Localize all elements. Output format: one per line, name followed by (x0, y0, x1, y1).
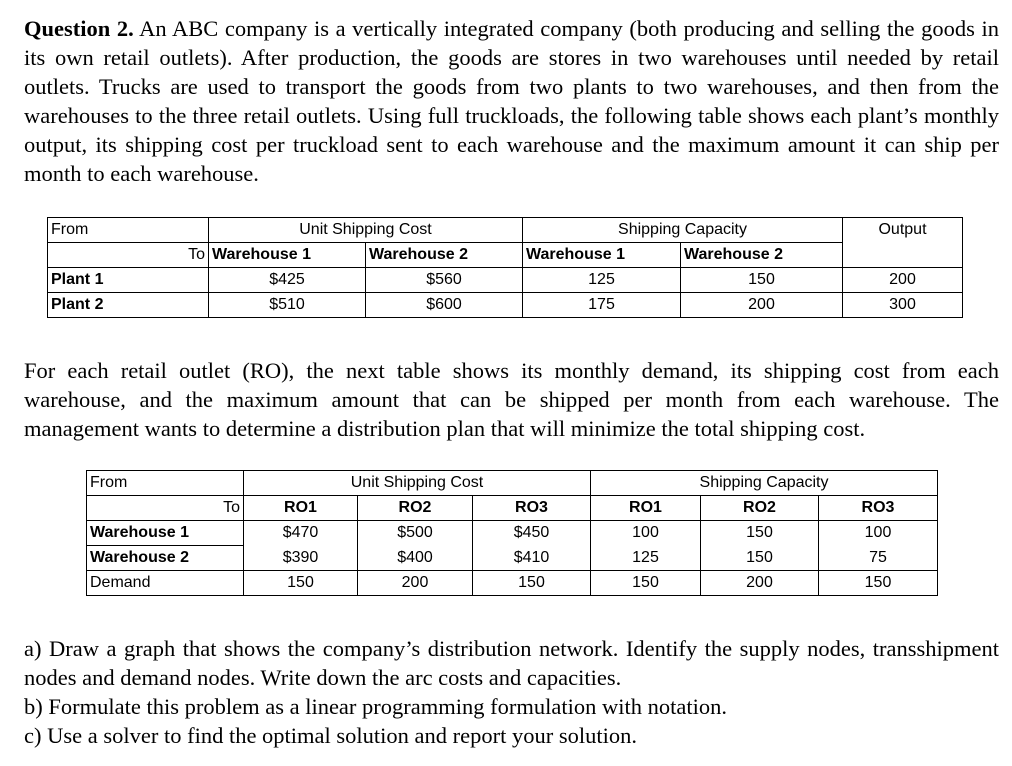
col-header: RO3 (819, 496, 938, 521)
plant-warehouse-table (47, 217, 963, 318)
cell: $560 (366, 268, 523, 293)
question-label: Question 2. (24, 16, 134, 41)
cell: 150 (701, 546, 819, 571)
table-row (48, 293, 963, 318)
col-header: RO2 (358, 496, 473, 521)
cell: 175 (523, 293, 681, 318)
cell: 150 (473, 571, 591, 596)
cost-header: Unit Shipping Cost (244, 471, 591, 496)
cell: $600 (366, 293, 523, 318)
cell: 125 (523, 268, 681, 293)
cell: $450 (473, 521, 591, 546)
col-header: RO2 (701, 496, 819, 521)
cell: 75 (819, 546, 938, 571)
part-c: c) Use a solver to find the optimal solution and report your solution. (24, 723, 638, 748)
cell: $510 (209, 293, 366, 318)
col-header: RO3 (473, 496, 591, 521)
to-label: To (48, 243, 209, 268)
cell: 150 (819, 571, 938, 596)
row-name: Warehouse 1 (87, 521, 244, 546)
question-intro (24, 14, 999, 188)
col-header: Warehouse 1 (209, 243, 366, 268)
cell: 200 (843, 268, 963, 293)
cell: 200 (358, 571, 473, 596)
middle-text: For each retail outlet (RO), the next table shows its monthly demand, its shipping cost from each warehouse, and the maximum amount that can be shipped per month from each warehouse. The management wants to determine a distribution plan that will minimize the total shipping cost. (24, 358, 999, 441)
cell: 150 (701, 521, 819, 546)
row-name: Plant 2 (48, 293, 209, 318)
cell: 200 (701, 571, 819, 596)
table-row (87, 571, 938, 596)
cell: $500 (358, 521, 473, 546)
cell: $400 (358, 546, 473, 571)
cell: 150 (591, 571, 701, 596)
to-label: To (87, 496, 244, 521)
cell: 200 (681, 293, 843, 318)
from-label: From (87, 471, 244, 496)
row-name: Warehouse 2 (87, 546, 244, 571)
cell: $470 (244, 521, 358, 546)
table-row (87, 546, 938, 571)
part-b: b) Formulate this problem as a linear programming formulation with notation. (24, 694, 727, 719)
col-header: Warehouse 2 (366, 243, 523, 268)
question-parts (24, 634, 999, 750)
col-header: Warehouse 1 (523, 243, 681, 268)
col-header: RO1 (591, 496, 701, 521)
cell: $390 (244, 546, 358, 571)
intro-text: An ABC company is a vertically integrated company (both producing and selling the goods in its own retail outlets). After production, the goods are stores in two warehouses until needed by retail outlets. Trucks are used to transport the goods from two plants to two warehouses, and then from the warehouses to the three retail outlets. Using full truckloads, the following table shows each plant’s monthly output, its shipping cost per truckload sent to each warehouse and the maximum amount it can ship per month to each warehouse. (24, 16, 999, 186)
cost-header: Unit Shipping Cost (209, 218, 523, 243)
capacity-header: Shipping Capacity (523, 218, 843, 243)
cell: 100 (819, 521, 938, 546)
table-row (87, 521, 938, 546)
col-header: RO1 (244, 496, 358, 521)
part-a: a) Draw a graph that shows the company’s distribution network. Identify the supply nodes, transshipment nodes and demand nodes. Write down the arc costs and capacities. (24, 636, 999, 690)
table-row (48, 268, 963, 293)
output-header: Output (843, 218, 963, 268)
capacity-header: Shipping Capacity (591, 471, 938, 496)
cell: $425 (209, 268, 366, 293)
cell: $410 (473, 546, 591, 571)
col-header: Warehouse 2 (681, 243, 843, 268)
cell: 150 (244, 571, 358, 596)
cell: 300 (843, 293, 963, 318)
cell: 100 (591, 521, 701, 546)
row-name: Demand (87, 571, 244, 596)
row-name: Plant 1 (48, 268, 209, 293)
cell: 125 (591, 546, 701, 571)
cell: 150 (681, 268, 843, 293)
from-label: From (48, 218, 209, 243)
warehouse-outlet-table (86, 470, 938, 596)
